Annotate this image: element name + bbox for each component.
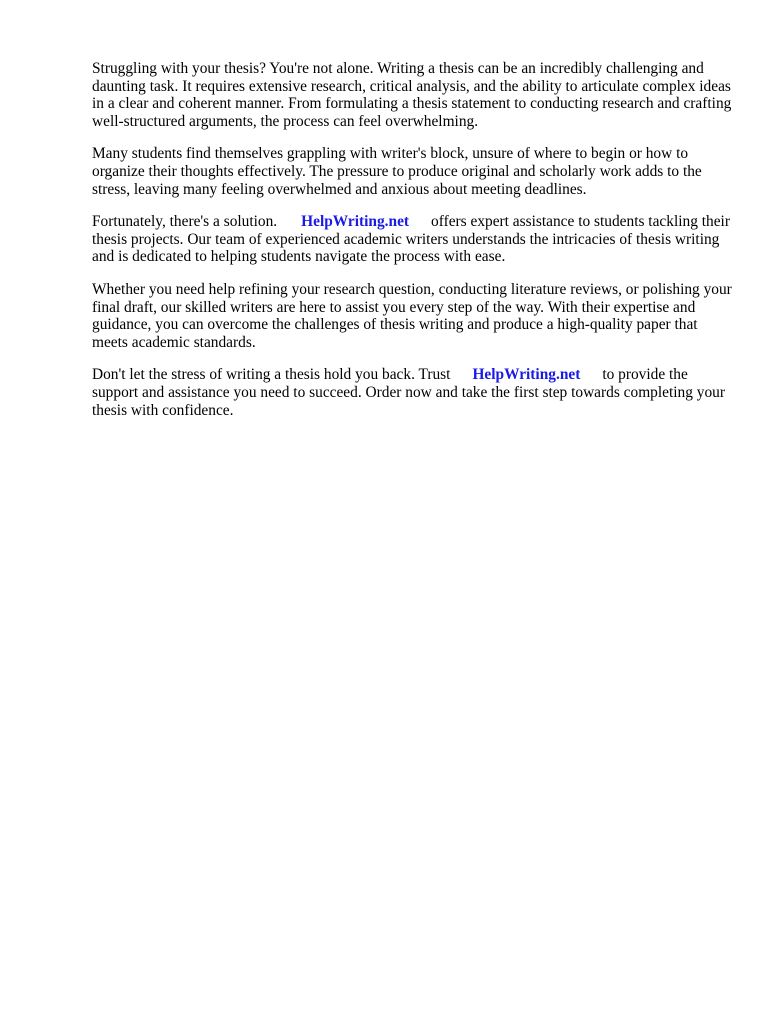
- paragraph-intro: Struggling with your thesis? You're not alone. Writing a thesis can be an incredibly challenging and daunting task. It requires extensive research, critical analysis, and the ability to articulate complex ideas in a clear and coherent manner. From formulating a thesis statement to conducting research and crafting well-structured arguments, the process can feel overwhelming.: [92, 60, 732, 130]
- paragraph-services: Whether you need help refining your research question, conducting literature reviews, or polishing your final draft, our skilled writers are here to assist you every step of the way. With their expertise and guidance, you can overcome the challenges of thesis writing and produce a high-quality paper that meets academic standards.: [92, 280, 732, 351]
- helpwriting-link-cta[interactable]: HelpWriting.net: [472, 366, 581, 384]
- solution-text-before: Fortunately, there's a solution.: [92, 213, 278, 231]
- cta-text-before: Don't let the stress of writing a thesis hold you back. Trust: [92, 366, 451, 384]
- paragraph-solution: [92, 213, 732, 266]
- helpwriting-link[interactable]: HelpWriting.net: [301, 213, 410, 231]
- document-page: [92, 60, 732, 434]
- paragraph-struggles: Many students find themselves grappling with writer's block, unsure of where to begin or how to organize their thoughts effectively. The pressure to produce original and scholarly work adds to the stress, leaving many feeling overwhelmed and anxious about meeting deadlines.: [92, 145, 702, 198]
- cta-text-after: to provide the support and assistance you need to succeed. Order now and take the first step towards completing your thesis with confidence.: [92, 366, 725, 419]
- paragraph-call-to-action: [92, 366, 732, 419]
- solution-text-after: offers expert assistance to students tackling their thesis projects. Our team of experienced academic writers understands the intricacies of thesis writing and is dedicated to helping students navigate the process with ease.: [92, 213, 730, 266]
